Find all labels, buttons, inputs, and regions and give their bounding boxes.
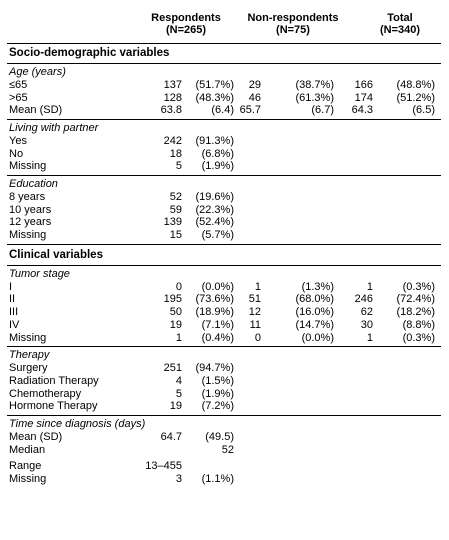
row-label: Yes xyxy=(9,134,27,147)
table-rule xyxy=(7,43,441,44)
cell-r-p: (22.3%) xyxy=(195,203,234,216)
cell-nr-n: 51 xyxy=(248,293,261,306)
row-label: No xyxy=(9,147,24,160)
cell-r-p: (18.9%) xyxy=(195,306,234,318)
cell-r-n: 251 xyxy=(163,362,182,374)
cell-nr-p: (38.7%) xyxy=(295,78,334,91)
cell-nr-n: 65.7 xyxy=(239,104,261,117)
cell-t-p: (0.3%) xyxy=(402,280,435,293)
cell-r-p: (91.3%) xyxy=(195,134,234,147)
cell-nr-p: (6.7) xyxy=(311,104,334,117)
cell-r-p: (7.1%) xyxy=(201,318,234,331)
cell-r-p: (6.4) xyxy=(211,104,234,117)
group-title: Therapy xyxy=(9,349,50,362)
cell-nr-p: (14.7%) xyxy=(295,318,334,331)
cell-r-n: 4 xyxy=(175,374,182,387)
row-label: Missing xyxy=(9,473,47,485)
cell-r-n: 195 xyxy=(163,293,182,306)
row-label: Median xyxy=(9,443,46,456)
cell-r-n: 19 xyxy=(169,318,182,331)
cell-t-n: 166 xyxy=(354,78,373,91)
cell-r-p: (7.2%) xyxy=(201,400,234,413)
cell-r-n: 1 xyxy=(175,331,182,344)
table-rule xyxy=(7,415,441,416)
cell-t-n: 62 xyxy=(360,306,373,318)
cell-r-p: (1.9%) xyxy=(201,160,234,173)
row-label: Missing xyxy=(9,331,47,344)
row-label: Range xyxy=(9,460,42,473)
cell-t-n: 30 xyxy=(360,318,373,331)
row-label: >65 xyxy=(9,91,28,104)
row-label: Missing xyxy=(9,229,47,241)
cell-t-n: 1 xyxy=(366,280,373,293)
col-header-nonrespondents-n: (N=75) xyxy=(276,24,310,36)
cell-nr-p: (0.0%) xyxy=(301,331,334,344)
cell-t-p: (6.5) xyxy=(412,104,435,117)
cell-t-p: (72.4%) xyxy=(396,293,435,306)
cell-nr-n: 1 xyxy=(254,280,261,293)
cell-nr-p: (16.0%) xyxy=(295,306,334,318)
row-label: Mean (SD) xyxy=(9,104,63,117)
cell-r-n: 128 xyxy=(163,91,182,104)
col-header-total-n: (N=340) xyxy=(379,24,421,36)
cell-r-p: (49.5) xyxy=(205,430,234,443)
row-label: III xyxy=(9,306,19,318)
cell-t-n: 246 xyxy=(354,293,373,306)
cell-r-p: (6.8%) xyxy=(201,147,234,160)
cell-r-n: 63.8 xyxy=(160,104,182,117)
cell-t-n: 1 xyxy=(366,331,373,344)
row-label: ≤65 xyxy=(9,78,28,91)
cell-r-n: 18 xyxy=(169,147,182,160)
cell-r-p: (1.5%) xyxy=(201,374,234,387)
table-rule xyxy=(7,175,441,176)
cell-r-p: (5.7%) xyxy=(201,229,234,241)
cell-r-p: (1.9%) xyxy=(201,387,234,400)
section-title: Clinical variables xyxy=(9,248,103,261)
cell-r-p: (0.4%) xyxy=(201,331,234,344)
col-header-nonrespondents xyxy=(240,12,346,36)
row-label: IV xyxy=(9,318,20,331)
group-title: Age (years) xyxy=(9,66,66,78)
cell-t-p: (51.2%) xyxy=(396,91,435,104)
cell-r-p: (94.7%) xyxy=(195,362,234,374)
cell-r-n: 3 xyxy=(175,473,182,485)
cell-r-p: (73.6%) xyxy=(195,293,234,306)
table-rule xyxy=(7,119,441,120)
row-label: Hormone Therapy xyxy=(9,400,98,413)
cell-t-p: (48.8%) xyxy=(396,78,435,91)
col-header-total xyxy=(360,12,440,36)
row-label: 8 years xyxy=(9,190,46,203)
row-label: Surgery xyxy=(9,362,48,374)
cell-nr-p: (61.3%) xyxy=(295,91,334,104)
cell-r-n: 52 xyxy=(169,190,182,203)
cell-t-p: (18.2%) xyxy=(396,306,435,318)
cell-r-n: 13–455 xyxy=(145,460,182,473)
cell-nr-p: (1.3%) xyxy=(301,280,334,293)
cell-t-p: (0.3%) xyxy=(402,331,435,344)
cell-nr-n: 11 xyxy=(249,318,261,331)
cell-r-n: 52 xyxy=(221,443,234,456)
row-label: II xyxy=(9,293,16,306)
cell-r-p: (48.3%) xyxy=(195,91,234,104)
cell-r-n: 19 xyxy=(169,400,182,413)
col-header-total-label: Total xyxy=(387,12,413,24)
col-header-nonrespondents-label: Non-respondents xyxy=(247,12,339,24)
table-rule xyxy=(7,346,441,347)
cell-nr-p: (68.0%) xyxy=(295,293,334,306)
cell-r-p: (1.1%) xyxy=(201,473,234,485)
cell-r-n: 50 xyxy=(169,306,182,318)
cell-r-p: (0.0%) xyxy=(201,280,234,293)
row-label: Radiation Therapy xyxy=(9,374,99,387)
row-label: 10 years xyxy=(9,203,52,216)
group-title: Time since diagnosis (days) xyxy=(9,418,146,430)
col-header-respondents-label: Respondents xyxy=(151,12,221,24)
row-label: 12 years xyxy=(9,216,52,229)
section-title: Socio-demographic variables xyxy=(9,47,170,59)
cell-nr-n: 29 xyxy=(248,78,261,91)
row-label: I xyxy=(9,280,13,293)
cell-r-n: 5 xyxy=(175,160,182,173)
cell-nr-n: 12 xyxy=(248,306,261,318)
cell-r-n: 137 xyxy=(163,78,182,91)
table-rule xyxy=(7,244,441,245)
group-title: Tumor stage xyxy=(9,267,70,280)
cell-nr-n: 0 xyxy=(254,331,261,344)
col-header-respondents-n: (N=265) xyxy=(165,24,207,36)
cell-t-n: 174 xyxy=(354,91,373,104)
cell-t-p: (8.8%) xyxy=(402,318,435,331)
table-rule xyxy=(7,265,441,266)
cell-r-n: 5 xyxy=(175,387,182,400)
cell-r-n: 15 xyxy=(169,229,182,241)
cell-nr-n: 46 xyxy=(248,91,261,104)
cell-t-n: 64.3 xyxy=(351,104,373,117)
cell-r-p: (52.4%) xyxy=(195,216,234,229)
cell-r-n: 59 xyxy=(169,203,182,216)
cell-r-n: 139 xyxy=(163,216,182,229)
cell-r-p: (51.7%) xyxy=(195,78,234,91)
table-rule xyxy=(7,63,441,64)
cell-r-p: (19.6%) xyxy=(195,190,234,203)
cell-r-n: 242 xyxy=(163,134,182,147)
cell-r-n: 64.7 xyxy=(160,430,182,443)
group-title: Living with partner xyxy=(9,122,99,134)
col-header-respondents xyxy=(138,12,234,36)
row-label: Chemotherapy xyxy=(9,387,82,400)
row-label: Missing xyxy=(9,160,47,173)
group-title: Education xyxy=(9,178,58,190)
row-label: Mean (SD) xyxy=(9,430,63,443)
cell-r-n: 0 xyxy=(175,280,182,293)
